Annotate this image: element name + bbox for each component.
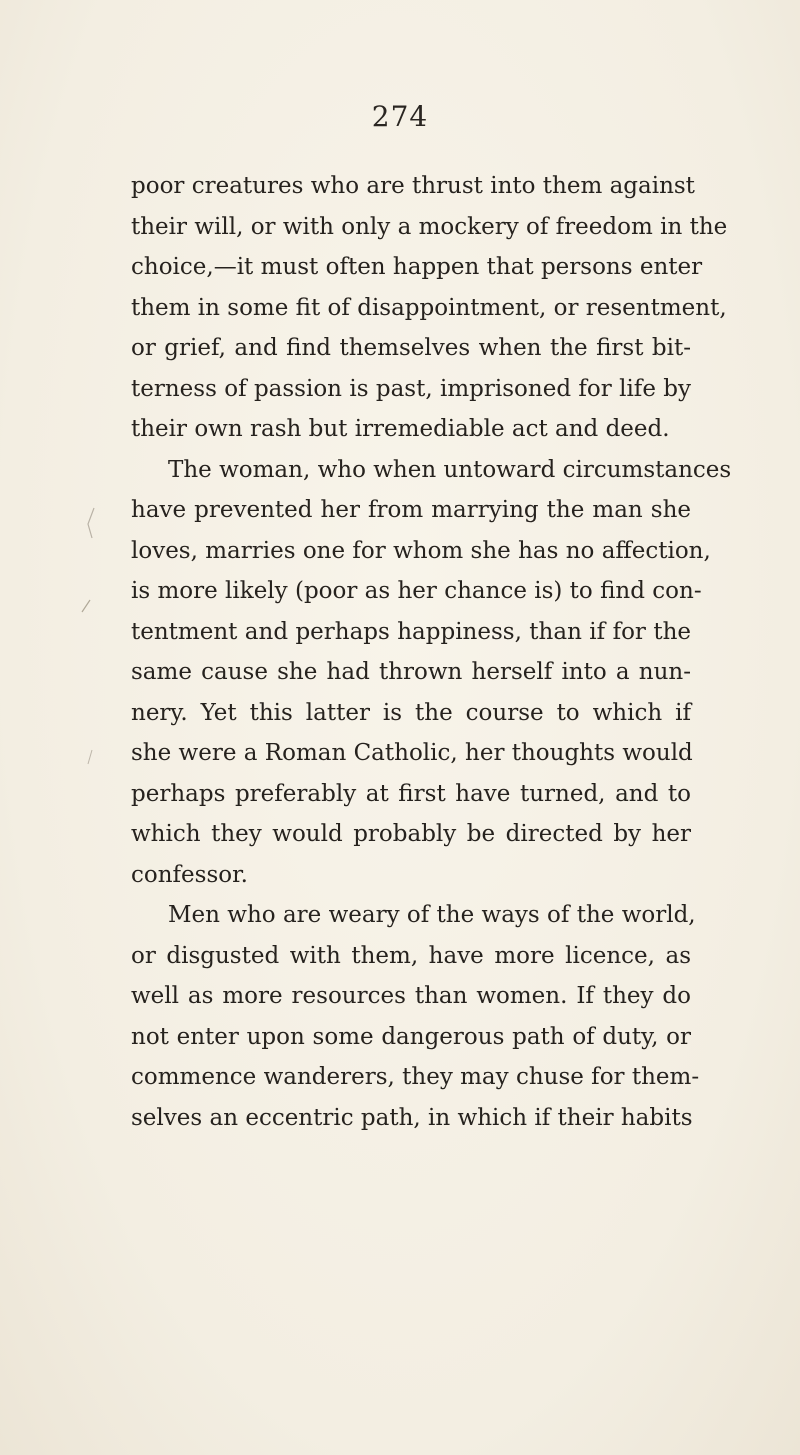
text-line: tentment and perhaps happiness, than if for the — [131, 618, 691, 645]
text-line: which they would probably be directed by her — [131, 821, 691, 847]
text-line: poor creatures who are thrust into them against — [131, 173, 695, 199]
body-text — [131, 166, 732, 1138]
margin-pencil-marks — [52, 500, 102, 800]
text-line: Men who are weary of the ways of the world, — [168, 902, 696, 928]
text-line: nery. Yet this latter is the course to which if — [131, 699, 691, 726]
text-line: them in some fit of disappointment, or resentment, — [131, 294, 727, 321]
text-line: well as more resources than women. If they do — [131, 983, 691, 1009]
text-line: perhaps preferably at first have turned, and to — [131, 780, 691, 807]
text-line: selves an eccentric path, in which if their habits — [131, 1104, 693, 1131]
text-line: The woman, who when untoward circumstances — [168, 456, 732, 483]
text-line: choice,—it must often happen that persons enter — [131, 254, 703, 280]
text-line: is more likely (poor as her chance is) to find con- — [131, 578, 702, 604]
text-line: not enter upon some dangerous path of duty, or — [131, 1023, 691, 1050]
text-line: commence wanderers, they may chuse for them- — [131, 1064, 700, 1090]
text-line: same cause she had thrown herself into a nun- — [131, 659, 691, 685]
text-line: confessor. — [131, 861, 248, 888]
text-line: their own rash but irremediable act and deed. — [131, 416, 670, 442]
text-line: or grief, and find themselves when the first bit- — [131, 335, 691, 361]
text-line: their will, or with only a mockery of freedom in the — [131, 213, 728, 240]
text-line: terness of passion is past, imprisoned for life by — [131, 375, 691, 402]
text-line: have prevented her from marrying the man she — [131, 497, 691, 523]
page-number: 274 — [371, 100, 429, 133]
text-line: she were a Roman Catholic, her thoughts would — [131, 740, 693, 766]
text-line: loves, marries one for whom she has no affection, — [131, 537, 711, 564]
text-line: or disgusted with them, have more licence, as — [131, 942, 691, 969]
